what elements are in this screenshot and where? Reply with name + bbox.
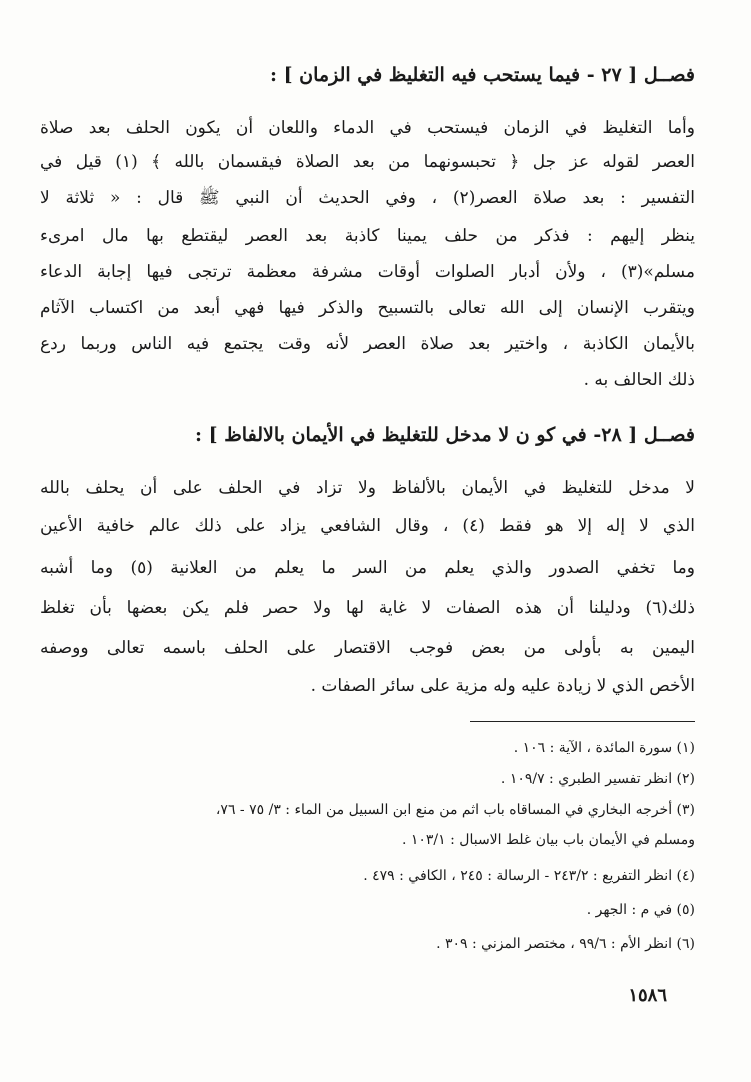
section-27-line-2: العصر لقوله عز جل ﴿ تحبسونهما من بعد الصلاة فيقسمان بالله ﴾ (١) قيل في	[40, 152, 695, 172]
section-27-line-5: مسلم»(٣) ، ولأن أدبار الصلوات أوقات مشرفة معظمة ترتجى فيها إجابة الدعاء	[40, 262, 695, 282]
book-page	[40, 0, 695, 1082]
section-27-line-7: بالأيمان الكاذبة ، واختير بعد صلاة العصر لأنه وقت يجتمع فيه الناس وربما ردع	[40, 334, 695, 354]
section-28-line-5: اليمين به بأولى من بعض فوجب الاقتصار على الحلف باسمه تعالى ووصفه	[40, 638, 695, 658]
section-27-heading: فصــل [ ٢٧ - فيما يستحب فيه التغليظ في الزمان ] :	[269, 64, 695, 86]
footnote-6: (٦) انظر الأم : ٩٩/٦ ، مختصر المزني : ٣٠٩ .	[436, 936, 695, 952]
footnote-2: (٢) انظر تفسير الطبري : ١٠٩/٧ .	[500, 771, 695, 787]
page-number: ١٥٨٦	[628, 985, 667, 1006]
section-27-line-1: وأما التغليظ في الزمان فيستحب في الدماء واللعان أن يكون الحلف بعد صلاة	[40, 118, 695, 138]
footnote-separator	[470, 721, 695, 722]
footnote-1: (١) سورة المائدة ، الآية : ١٠٦ .	[513, 740, 695, 756]
footnote-3-continued: ومسلم في الأيمان باب بيان غلط الاسبال : ١٠٣/١ .	[401, 832, 695, 848]
section-27-line-6: ويتقرب الإنسان إلى الله تعالى بالتسبيح والذكر فيها فهي أبعد من اكتساب الآثام	[40, 298, 695, 318]
section-27-line-4: ينظر إليهم : فذكر من حلف يمينا كاذبة بعد العصر ليقتطع بها مال امرىء	[40, 226, 695, 246]
section-28-line-1: لا مدخل للتغليظ في الأيمان بالألفاظ ولا تزاد في الحلف على أن يحلف بالله	[40, 478, 695, 498]
section-28-line-6: الأخص الذي لا زيادة عليه وله مزية على سائر الصفات .	[310, 676, 695, 696]
section-28-line-2: الذي لا إله إلا هو فقط (٤) ، وقال الشافعي يزاد على ذلك عالم خافية الأعين	[40, 516, 695, 536]
footnote-4: (٤) انظر التفريع : ٢٤٣/٢ - الرسالة : ٢٤٥ ، الكافي : ٤٧٩ .	[363, 868, 695, 884]
footnote-5: (٥) في م : الجهر .	[586, 902, 695, 918]
section-28-heading: فصــل [ ٢٨- في كو ن لا مدخل للتغليظ في الأيمان بالالفاظ ] :	[195, 424, 695, 446]
section-27-line-8: ذلك الحالف به .	[583, 370, 695, 390]
section-28-line-3: وما تخفي الصدور والذي يعلم من السر ما يعلم من العلانية (٥) وما أشبه	[40, 558, 695, 578]
section-27-line-3: التفسير : بعد صلاة العصر(٢) ، وفي الحديث أن النبي ﷺ قال : « ثلاثة لا	[40, 188, 695, 208]
section-28-line-4: ذلك(٦) ودليلنا أن هذه الصفات لا غاية لها ولا حصر فلم يكن بعضها بأن تغلظ	[40, 598, 695, 618]
footnote-3: (٣) أخرجه البخاري في المساقاه باب اثم من منع ابن السبيل من الماء : ٣/ ٧٥ - ٧٦،	[215, 802, 695, 818]
